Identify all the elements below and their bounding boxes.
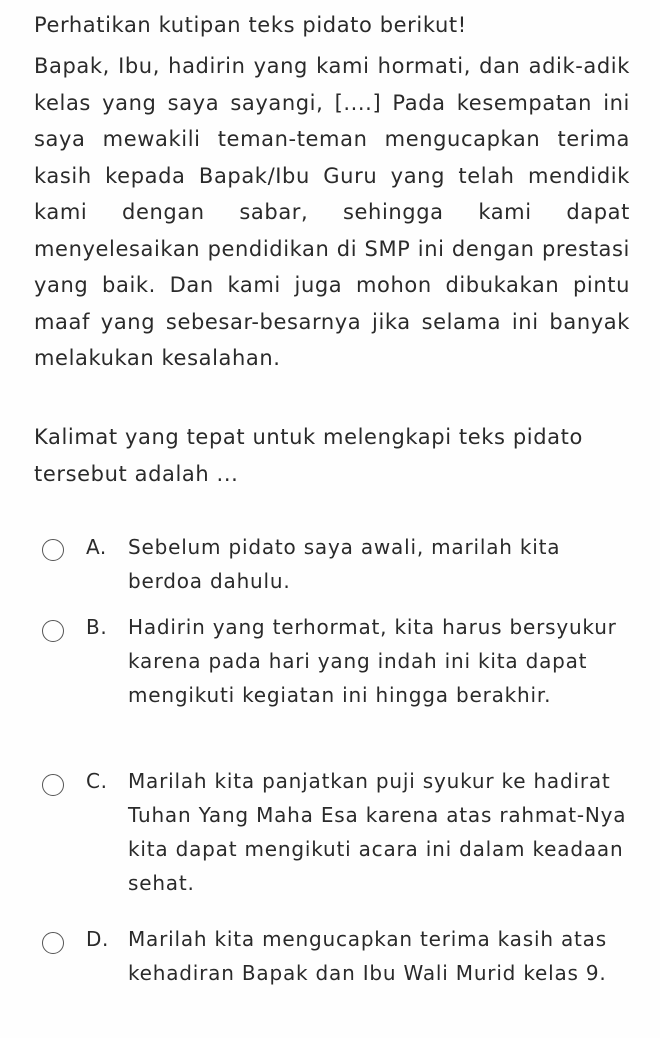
speech-excerpt-passage: Bapak, Ibu, hadirin yang kami hormati, dan adik-adik kelas yang saya sayangi, [....] Pada kesempatan ini saya mewakili teman-teman mengucapkan terima kasih kepada Bapak/Ibu Guru yang telah mendidik kami dengan sabar, sehingga kami dapat menyelesaikan pendidikan di SMP ini dengan prestasi yang baik. Dan kami juga mohon dibukakan pintu maaf yang sebesar-besarnya jika selama ini banyak melakukan kesalahan. — [34, 54, 630, 370]
option-a[interactable] — [0, 530, 660, 604]
option-d-letter: D. — [86, 927, 109, 951]
instruction-text: Perhatikan kutipan teks pidato berikut! — [34, 13, 467, 37]
option-c-radio[interactable] — [42, 774, 64, 796]
option-b[interactable] — [0, 610, 660, 758]
option-c[interactable] — [0, 764, 660, 916]
option-d-text: Marilah kita mengucapkan terima kasih atas kehadiran Bapak dan Ibu Wali Murid kelas 9. — [128, 927, 607, 985]
option-d[interactable] — [0, 922, 660, 990]
option-c-letter: C. — [86, 769, 108, 793]
answer-options — [0, 530, 660, 996]
option-a-radio[interactable] — [42, 539, 64, 561]
option-a-letter: A. — [86, 535, 107, 559]
option-c-text: Marilah kita panjatkan puji syukur ke hadirat Tuhan Yang Maha Esa karena atas rahmat-Nya kita dapat mengikuti acara ini dalam keadaan sehat. — [128, 769, 627, 895]
option-a-text: Sebelum pidato saya awali, marilah kita berdoa dahulu. — [128, 535, 561, 593]
question-text: Kalimat yang tepat untuk melengkapi teks pidato tersebut adalah ... — [34, 425, 583, 486]
option-b-letter: B. — [86, 615, 108, 639]
option-b-text: Hadirin yang terhormat, kita harus bersyukur karena pada hari yang indah ini kita dapat mengikuti kegiatan ini hingga berakhir. — [128, 615, 617, 707]
option-b-radio[interactable] — [42, 620, 64, 642]
option-d-radio[interactable] — [42, 932, 64, 954]
